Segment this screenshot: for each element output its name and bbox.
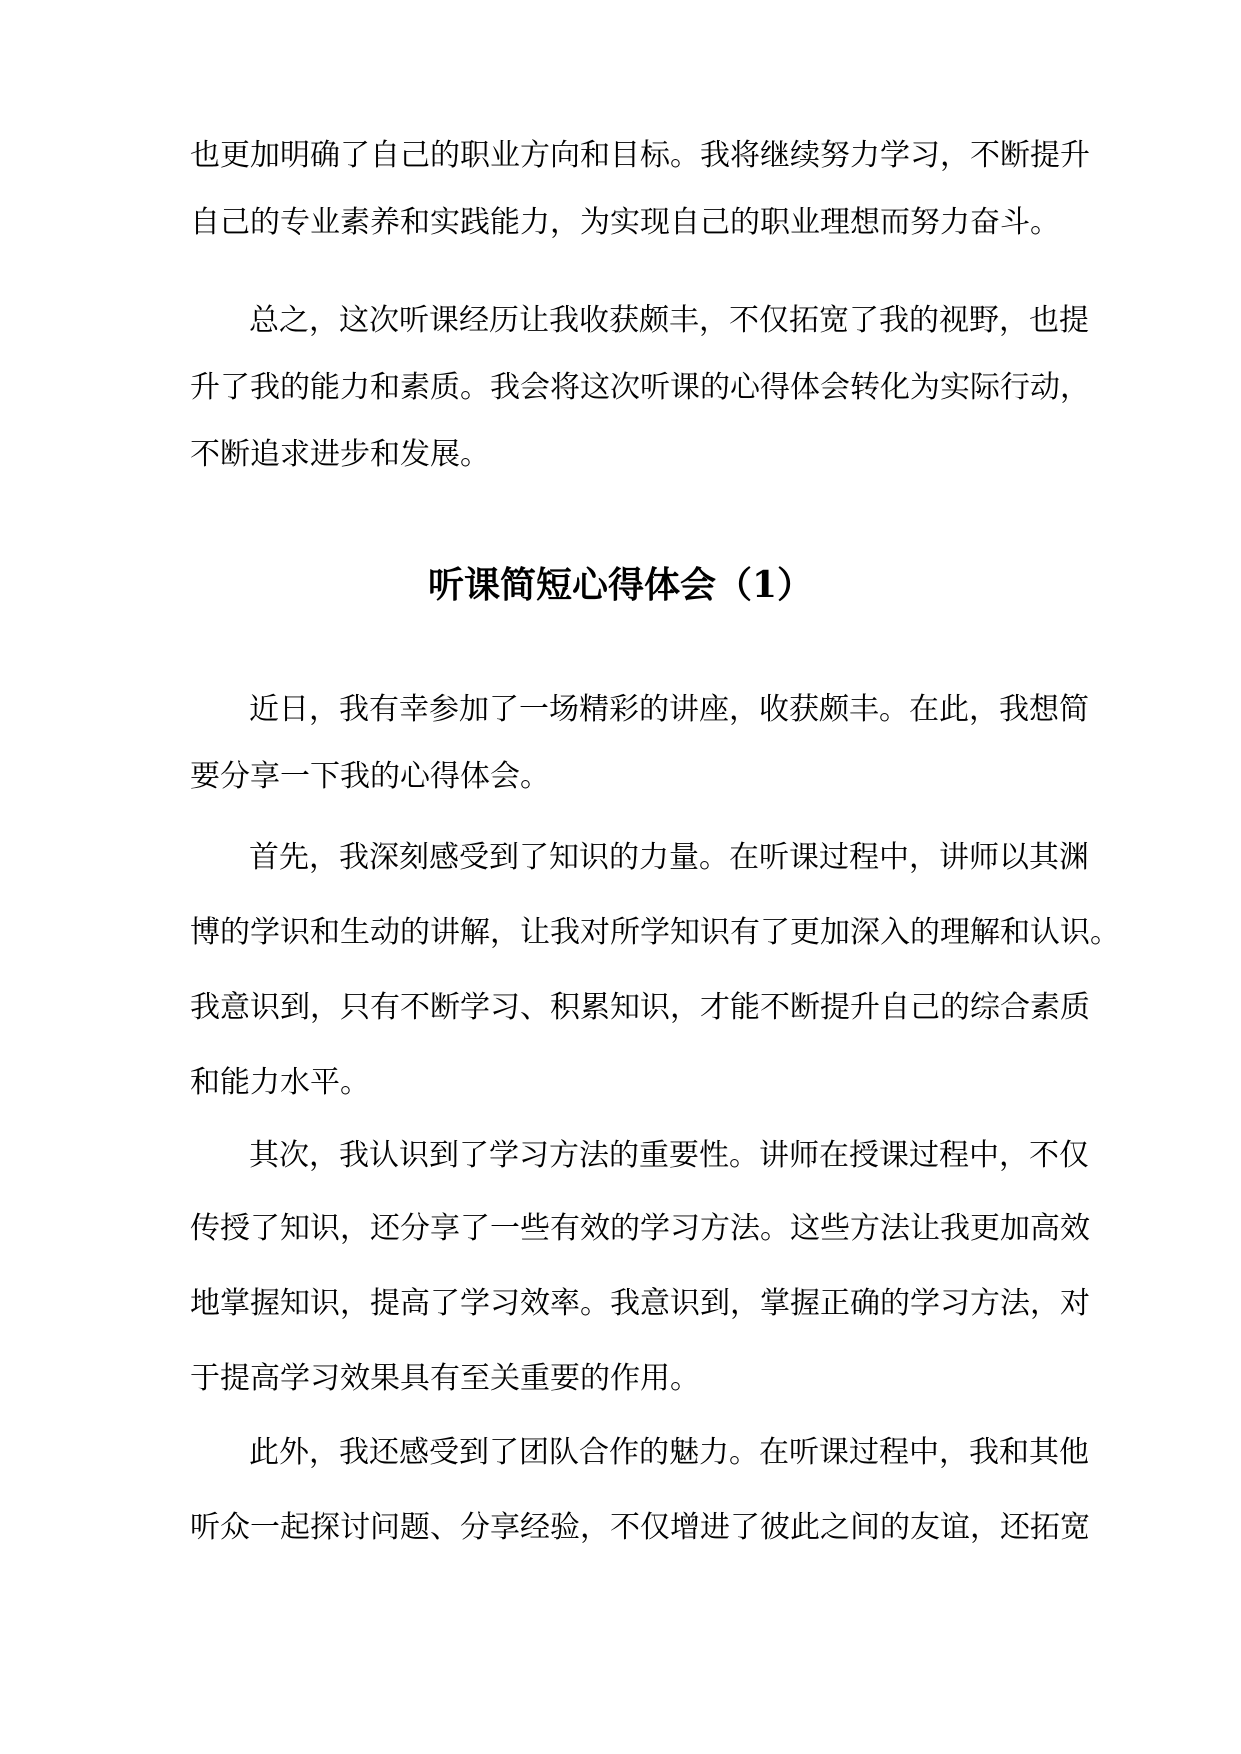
paragraph-line: 地掌握知识，提高了学习效率。我意识到，掌握正确的学习方法，对 [190,1286,1090,1321]
paragraph-line: 升了我的能力和素质。我会将这次听课的心得体会转化为实际行动， [190,370,1090,405]
paragraph-line: 自己的专业素养和实践能力，为实现自己的职业理想而努力奋斗。 [190,205,1060,240]
paragraph-line: 传授了知识，还分享了一些有效的学习方法。这些方法让我更加高效 [190,1211,1090,1246]
section-title: 听课简短心得体会（1） [427,564,814,606]
paragraph-line: 我意识到，只有不断学习、积累知识，才能不断提升自己的综合素质 [190,990,1090,1025]
paragraph-line: 博的学识和生动的讲解，让我对所学知识有了更加深入的理解和认识。 [190,915,1120,950]
paragraph-line: 总之，这次听课经历让我收获颇丰，不仅拓宽了我的视野，也提 [249,303,1089,338]
paragraph-line: 要分享一下我的心得体会。 [190,759,550,794]
paragraph-line: 其次，我认识到了学习方法的重要性。讲师在授课过程中，不仅 [249,1138,1089,1173]
paragraph-line: 和能力水平。 [190,1065,370,1100]
paragraph-line: 也更加明确了自己的职业方向和目标。我将继续努力学习，不断提升 [190,138,1090,173]
paragraph-line: 首先，我深刻感受到了知识的力量。在听课过程中，讲师以其渊 [249,840,1089,875]
paragraph-line: 不断追求进步和发展。 [190,437,490,472]
paragraph-line: 近日，我有幸参加了一场精彩的讲座，收获颇丰。在此，我想简 [249,692,1089,727]
paragraph-line: 此外，我还感受到了团队合作的魅力。在听课过程中，我和其他 [249,1435,1089,1470]
paragraph-line: 听众一起探讨问题、分享经验，不仅增进了彼此之间的友谊，还拓宽 [190,1510,1090,1545]
paragraph-line: 于提高学习效果具有至关重要的作用。 [190,1361,700,1396]
